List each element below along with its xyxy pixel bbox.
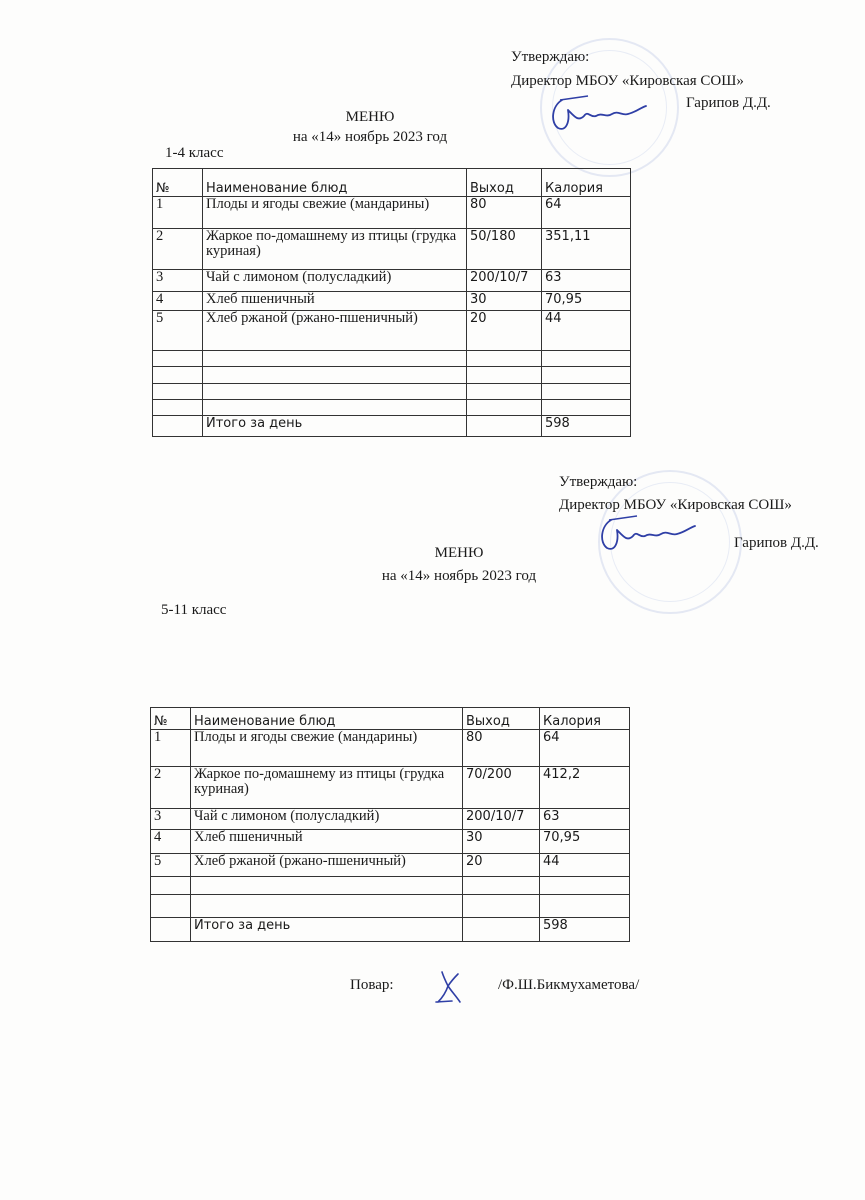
col-name-header: Наименование блюд <box>191 708 463 730</box>
total-value: 598 <box>542 416 631 437</box>
menu-1-title: МЕНЮ <box>345 109 395 125</box>
row-name: Хлеб пшеничный <box>191 830 463 854</box>
table-header-row <box>151 708 630 730</box>
row-output: 20 <box>467 311 542 351</box>
row-calories: 63 <box>542 270 631 292</box>
empty-row <box>153 384 631 400</box>
row-output: 30 <box>467 292 542 311</box>
row-name: Жаркое по-домашнему из птицы (грудка куриная) <box>203 229 467 270</box>
row-calories: 412,2 <box>540 767 630 809</box>
menu-2-class-label: 5-11 класс <box>161 602 227 618</box>
col-name-header: Наименование блюд <box>203 169 467 197</box>
empty-row <box>153 351 631 367</box>
table-row <box>151 830 630 854</box>
table-row <box>151 854 630 877</box>
row-num: 1 <box>151 730 191 767</box>
menu-2-table <box>150 707 630 942</box>
row-name: Плоды и ягоды свежие (мандарины) <box>203 197 467 229</box>
row-num: 2 <box>153 229 203 270</box>
cook-label: Повар: <box>350 977 394 993</box>
table-row <box>153 229 631 270</box>
menu-2-date: на «14» ноябрь 2023 год <box>381 568 537 584</box>
row-name: Хлеб ржаной (ржано-пшеничный) <box>191 854 463 877</box>
row-calories: 44 <box>542 311 631 351</box>
row-num: 1 <box>153 197 203 229</box>
row-calories: 64 <box>542 197 631 229</box>
row-output: 80 <box>463 730 540 767</box>
col-output-header: Выход <box>463 708 540 730</box>
table-row <box>153 270 631 292</box>
row-output: 200/10/7 <box>463 809 540 830</box>
row-calories: 64 <box>540 730 630 767</box>
table-row <box>153 197 631 229</box>
approval-2-line3: Гарипов Д.Д. <box>734 535 819 551</box>
row-calories: 70,95 <box>542 292 631 311</box>
total-label: Итого за день <box>191 918 463 942</box>
col-calories-header: Калория <box>542 169 631 197</box>
approval-2-line1: Утверждаю: <box>559 474 638 490</box>
row-num: 2 <box>151 767 191 809</box>
row-num: 5 <box>153 311 203 351</box>
menu-2-title: МЕНЮ <box>434 545 484 561</box>
col-num-header: № <box>151 708 191 730</box>
empty-row <box>151 877 630 895</box>
table-row <box>153 311 631 351</box>
approval-2-line2: Директор МБОУ «Кировская СОШ» <box>559 497 792 513</box>
empty-row <box>151 895 630 918</box>
row-name: Жаркое по-домашнему из птицы (грудка куриная) <box>191 767 463 809</box>
row-calories: 351,11 <box>542 229 631 270</box>
table-header-row <box>153 169 631 197</box>
row-output: 20 <box>463 854 540 877</box>
menu-1-table <box>152 168 631 437</box>
row-output: 30 <box>463 830 540 854</box>
menu-1-date: на «14» ноябрь 2023 год <box>292 129 448 145</box>
col-num-header: № <box>153 169 203 197</box>
row-num: 4 <box>153 292 203 311</box>
row-num: 3 <box>153 270 203 292</box>
row-num: 5 <box>151 854 191 877</box>
total-row <box>151 918 630 942</box>
row-output: 50/180 <box>467 229 542 270</box>
approval-1-line2: Директор МБОУ «Кировская СОШ» <box>511 73 744 89</box>
col-output-header: Выход <box>467 169 542 197</box>
total-label: Итого за день <box>203 416 467 437</box>
row-name: Хлеб пшеничный <box>203 292 467 311</box>
empty-row <box>153 367 631 384</box>
row-output: 200/10/7 <box>467 270 542 292</box>
row-calories: 70,95 <box>540 830 630 854</box>
approval-1-line3: Гарипов Д.Д. <box>686 95 771 111</box>
row-name: Чай с лимоном (полусладкий) <box>203 270 467 292</box>
row-num: 4 <box>151 830 191 854</box>
row-output: 80 <box>467 197 542 229</box>
table-row <box>151 767 630 809</box>
col-calories-header: Калория <box>540 708 630 730</box>
approval-1-line1: Утверждаю: <box>511 49 590 65</box>
empty-row <box>153 400 631 416</box>
row-calories: 44 <box>540 854 630 877</box>
cook-signature <box>428 968 468 1008</box>
cook-name: /Ф.Ш.Бикмухаметова/ <box>498 977 640 993</box>
row-name: Хлеб ржаной (ржано-пшеничный) <box>203 311 467 351</box>
table-row <box>151 809 630 830</box>
row-name: Плоды и ягоды свежие (мандарины) <box>191 730 463 767</box>
row-num: 3 <box>151 809 191 830</box>
total-row <box>153 416 631 437</box>
table-row <box>153 292 631 311</box>
row-output: 70/200 <box>463 767 540 809</box>
row-calories: 63 <box>540 809 630 830</box>
menu-1-class-label: 1-4 класс <box>165 145 224 161</box>
total-value: 598 <box>540 918 630 942</box>
row-name: Чай с лимоном (полусладкий) <box>191 809 463 830</box>
table-row <box>151 730 630 767</box>
